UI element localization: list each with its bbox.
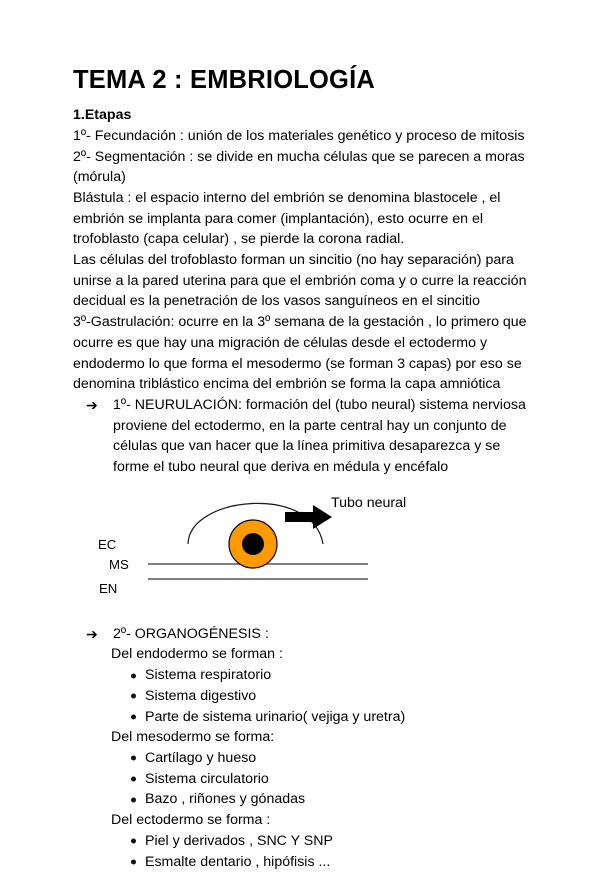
diagram-label-ec: EC	[98, 538, 116, 552]
bullet-dot-icon	[131, 756, 136, 761]
neural-tube-diagram-svg	[73, 486, 531, 614]
list-item-organogenesis-label: 2º- ORGANOGÉNESIS :	[113, 626, 269, 642]
list-item-label: Sistema respiratorio	[145, 667, 271, 683]
paragraph-gastrulacion: 3º-Gastrulación: ocurre en la 3º semana de la gestación , lo primero que ocurre es que hay una migración de células desde el ectodermo y endodermo lo que forma el mesodermo (se forman 3 capas) por eso se denomina triblástico encima del embrión se forma la capa amniótica	[73, 312, 531, 395]
list-item	[73, 789, 531, 810]
bullet-dot-icon	[131, 694, 136, 699]
bullet-dot-icon	[131, 777, 136, 782]
direction-arrow-icon	[285, 505, 332, 529]
neural-tube-diagram	[73, 486, 531, 614]
list-item-label: Piel y derivados , SNC Y SNP	[145, 833, 333, 849]
list-item	[73, 665, 531, 686]
list-item-label: Esmalte dentario , hipófisis ...	[145, 854, 330, 870]
diagram-label-en: EN	[99, 582, 117, 596]
page-title: TEMA 2 : EMBRIOLOGÍA	[73, 66, 531, 95]
list-item-label: Bazo , riñones y gónadas	[145, 791, 305, 807]
diagram-label-ms: MS	[109, 558, 129, 572]
arrow-bullet-icon: ➔	[86, 395, 98, 416]
list-item	[73, 707, 531, 728]
list-endodermo	[73, 665, 531, 727]
list-item	[73, 769, 531, 790]
group-intro-mesodermo: Del mesodermo se forma:	[73, 727, 531, 748]
list-item	[73, 831, 531, 852]
list-item-label: Sistema circulatorio	[145, 771, 269, 787]
list-mesodermo	[73, 748, 531, 810]
list-item-organogenesis	[73, 624, 531, 645]
list-item-neurulacion	[73, 395, 531, 478]
list-item	[73, 852, 531, 872]
list-item-neurulacion-label: 1º- NEURULACIÓN: formación del (tubo neural) sistema nerviosa proviene del ectodermo, en la parte central hay un conjunto de células que van hacer que la línea primitiva desaparezca y se forme el tubo neural que deriva en médula y encéfalo	[113, 397, 526, 475]
paragraph-sincitio: Las células del trofoblasto forman un sincitio (no hay separación) para unirse a la pared uterina para que el embrión coma y o curre la reacción decidual es la penetración de los vasos sanguíneos en el sincitio	[73, 250, 531, 312]
list-item-label: Cartílago y hueso	[145, 750, 256, 766]
list-item-label: Sistema digestivo	[145, 688, 256, 704]
diagram-label-tubo-neural: Tubo neural	[331, 496, 406, 510]
list-item	[73, 686, 531, 707]
bullet-dot-icon	[131, 839, 136, 844]
paragraph-fecundacion: 1º- Fecundación : unión de los materiales genético y proceso de mitosis	[73, 126, 531, 147]
document-content	[73, 66, 531, 872]
bullet-dot-icon	[131, 859, 136, 864]
list-item-label: Parte de sistema urinario( vejiga y uretra)	[145, 709, 405, 725]
list-ectodermo	[73, 831, 531, 872]
bullet-dot-icon	[131, 797, 136, 802]
list-item	[73, 748, 531, 769]
group-intro-ectodermo: Del ectodermo se forma :	[73, 810, 531, 831]
group-intro-endodermo: Del endodermo se forman :	[73, 644, 531, 665]
paragraph-blastula: Blástula : el espacio interno del embrión se denomina blastocele , el embrión se implanta para comer (implantación), esto ocurre en el trofoblasto (capa celular) , se pierde la corona radial.	[73, 188, 531, 250]
bullet-dot-icon	[131, 673, 136, 678]
paragraph-segmentacion: 2º- Segmentación : se divide en mucha células que se parecen a moras (mórula)	[73, 147, 531, 188]
bullet-dot-icon	[131, 714, 136, 719]
section-heading-etapas: 1.Etapas	[73, 105, 531, 126]
arrow-bullet-icon: ➔	[86, 624, 98, 645]
notochord-cell-nucleus	[242, 533, 264, 555]
